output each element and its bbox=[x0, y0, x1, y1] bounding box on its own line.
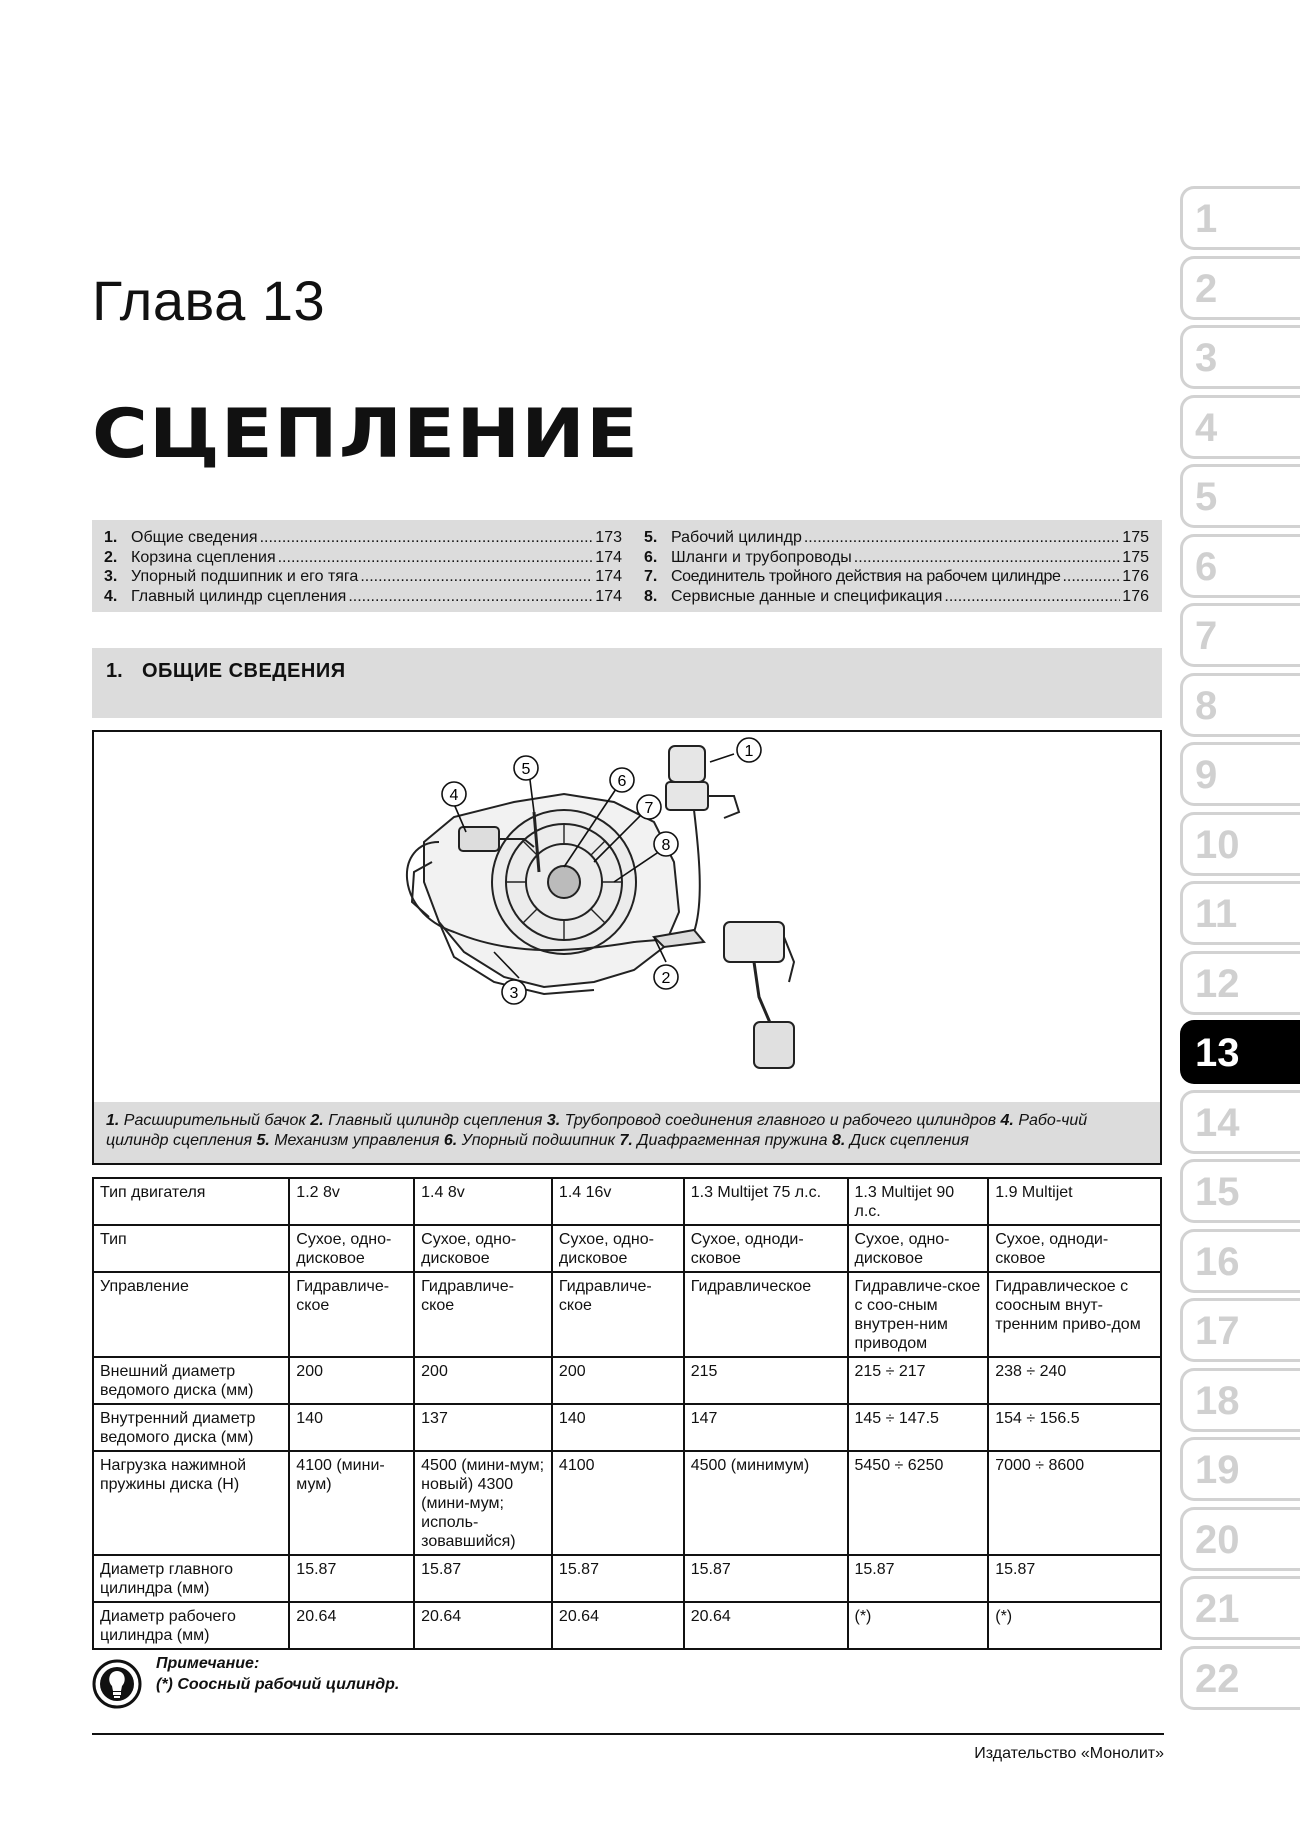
table-cell: Гидравличе-ское с соо-сным внутрен-ним приводом bbox=[848, 1272, 989, 1357]
toc-item-title: Шланги и трубопроводы bbox=[671, 548, 852, 566]
toc-item[interactable] bbox=[644, 528, 1149, 548]
table-cell: 20.64 bbox=[289, 1602, 414, 1649]
toc-leader bbox=[804, 528, 1120, 548]
chapter-title: СЦЕПЛЕНИЕ bbox=[92, 395, 640, 474]
table-cell: 5450 ÷ 6250 bbox=[848, 1451, 989, 1555]
chapter-tab-label: 6 bbox=[1195, 544, 1218, 589]
note-label: Примечание: bbox=[156, 1655, 260, 1672]
chapter-tab[interactable] bbox=[1180, 1437, 1300, 1501]
chapter-tab-label: 8 bbox=[1195, 683, 1218, 728]
toc-item-page: 176 bbox=[1122, 587, 1149, 605]
table-cell: Диаметр главного цилиндра (мм) bbox=[93, 1555, 289, 1602]
table-cell: 215 bbox=[684, 1357, 848, 1404]
chapter-tab[interactable] bbox=[1180, 1090, 1300, 1154]
caption-number: 6. bbox=[443, 1132, 458, 1149]
section-title: ОБЩИЕ СВЕДЕНИЯ bbox=[142, 660, 346, 682]
callout-label: 2 bbox=[661, 970, 671, 987]
callout-label: 7 bbox=[644, 800, 654, 817]
chapter-tab-label: 11 bbox=[1195, 892, 1238, 936]
toc-item[interactable] bbox=[644, 587, 1149, 607]
table-cell: 137 bbox=[414, 1404, 552, 1451]
chapter-tab-label: 10 bbox=[1195, 822, 1240, 867]
table-row bbox=[93, 1555, 1161, 1602]
toc-item-title: Общие сведения bbox=[131, 529, 258, 546]
table-cell: 15.87 bbox=[289, 1555, 414, 1602]
toc-item-number: 3. bbox=[104, 568, 118, 585]
chapter-tab[interactable] bbox=[1180, 395, 1300, 459]
table-cell: 20.64 bbox=[552, 1602, 684, 1649]
table-cell: 140 bbox=[552, 1404, 684, 1451]
callout-label: 3 bbox=[509, 985, 519, 1002]
callout-label: 4 bbox=[449, 787, 459, 804]
chapter-tab-label: 4 bbox=[1195, 405, 1218, 450]
chapter-tab-label: 5 bbox=[1195, 475, 1218, 519]
callout-4 bbox=[442, 782, 466, 806]
chapter-tab[interactable] bbox=[1180, 881, 1300, 945]
toc-item-number: 2. bbox=[104, 548, 118, 566]
chapter-tab[interactable] bbox=[1180, 1646, 1300, 1710]
table-cell: 1.9 Multijet bbox=[988, 1178, 1161, 1225]
toc-item[interactable] bbox=[644, 567, 1149, 587]
chapter-tab-label: 12 bbox=[1195, 961, 1240, 1006]
caption-text: Упорный подшипник bbox=[457, 1132, 620, 1149]
toc-item-number: 4. bbox=[104, 587, 118, 605]
toc-item-title: Соединитель тройного действия на рабочем цилиндре bbox=[671, 568, 1061, 585]
chapter-tab[interactable] bbox=[1180, 673, 1300, 737]
table-cell: 1.3 Multijet 75 л.с. bbox=[684, 1178, 848, 1225]
chapter-tab-label: 2 bbox=[1195, 266, 1218, 311]
table-cell: Тип двигателя bbox=[93, 1178, 289, 1225]
chapter-tab-label: 17 bbox=[1195, 1309, 1240, 1353]
table-cell: 15.87 bbox=[414, 1555, 552, 1602]
table-cell: 1.4 16v bbox=[552, 1178, 684, 1225]
table-cell: 20.64 bbox=[684, 1602, 848, 1649]
toc-leader bbox=[260, 528, 594, 548]
section-number: 1. bbox=[106, 660, 123, 682]
table-cell: 215 ÷ 217 bbox=[848, 1357, 989, 1404]
callout-3 bbox=[502, 980, 526, 1004]
chapter-tab-label: 14 bbox=[1195, 1100, 1240, 1145]
clutch-diagram-figure bbox=[92, 730, 1162, 1165]
chapter-tab[interactable] bbox=[1180, 742, 1300, 806]
table-cell: 4500 (минимум) bbox=[684, 1451, 848, 1555]
table-row bbox=[93, 1404, 1161, 1451]
caption-text: Главный цилиндр сцепления bbox=[323, 1112, 547, 1129]
table-cell: 140 bbox=[289, 1404, 414, 1451]
chapter-tab-label: 21 bbox=[1195, 1587, 1240, 1631]
table-cell: (*) bbox=[988, 1602, 1161, 1649]
table-cell: Тип bbox=[93, 1225, 289, 1272]
chapter-tab-label: 18 bbox=[1195, 1378, 1240, 1423]
toc-item[interactable] bbox=[104, 548, 622, 568]
table-cell: Сухое, одно-дисковое bbox=[552, 1225, 684, 1272]
table-row bbox=[93, 1357, 1161, 1404]
table-cell: Внутренний диаметр ведомого диска (мм) bbox=[93, 1404, 289, 1451]
chapter-tab-label: 1 bbox=[1195, 197, 1218, 241]
table-cell: 20.64 bbox=[414, 1602, 552, 1649]
table-cell: Сухое, одно-дисковое bbox=[414, 1225, 552, 1272]
chapter-tab-label: 20 bbox=[1195, 1517, 1240, 1562]
table-cell: 200 bbox=[414, 1357, 552, 1404]
toc-item-title: Рабочий цилиндр bbox=[671, 529, 802, 546]
chapter-tab[interactable] bbox=[1180, 1576, 1300, 1640]
toc-item-number: 1. bbox=[104, 529, 118, 546]
chapter-tab[interactable] bbox=[1180, 1507, 1300, 1571]
table-cell: 1.3 Multijet 90 л.с. bbox=[848, 1178, 989, 1225]
table-row bbox=[93, 1178, 1161, 1225]
toc-item-page: 176 bbox=[1122, 568, 1149, 585]
footer-divider bbox=[92, 1733, 1164, 1735]
chapter-tab[interactable] bbox=[1180, 951, 1300, 1015]
table-cell: Сухое, одноди-сковое bbox=[684, 1225, 848, 1272]
table-cell: 200 bbox=[552, 1357, 684, 1404]
toc-item-title: Корзина сцепления bbox=[131, 548, 276, 566]
chapter-tab-label: 22 bbox=[1195, 1656, 1240, 1701]
table-cell: Управление bbox=[93, 1272, 289, 1357]
toc-item-title: Главный цилиндр сцепления bbox=[131, 587, 347, 605]
table-cell: (*) bbox=[848, 1602, 989, 1649]
caption-text: Механизм управления bbox=[269, 1132, 444, 1149]
table-cell: 15.87 bbox=[988, 1555, 1161, 1602]
table-cell: Диаметр рабочего цилиндра (мм) bbox=[93, 1602, 289, 1649]
toc-item-page: 175 bbox=[1122, 529, 1149, 546]
lightbulb-icon bbox=[92, 1659, 142, 1709]
callout-label: 8 bbox=[661, 837, 671, 854]
table-cell: 200 bbox=[289, 1357, 414, 1404]
toc-leader bbox=[360, 567, 593, 587]
table-cell: 4100 (мини-мум) bbox=[289, 1451, 414, 1555]
toc-leader bbox=[1062, 567, 1120, 587]
caption-number: 8. bbox=[831, 1132, 846, 1149]
caption-text: Диск сцепления bbox=[845, 1132, 969, 1149]
callout-label: 6 bbox=[617, 773, 627, 790]
toc-item-page: 174 bbox=[595, 548, 622, 566]
publisher-name: Издательство «Монолит» bbox=[974, 1745, 1164, 1762]
chapter-tab-label: 16 bbox=[1195, 1239, 1240, 1284]
toc-item-title: Сервисные данные и спецификация bbox=[671, 587, 943, 605]
table-cell: 4500 (мини-мум; новый) 4300 (мини-мум; исполь-зовавшийся) bbox=[414, 1451, 552, 1555]
toc-item[interactable] bbox=[644, 548, 1149, 568]
table-cell: 4100 bbox=[552, 1451, 684, 1555]
caption-text: Трубопровод соединения главного и рабочего цилиндров bbox=[560, 1112, 1001, 1129]
toc-item-number: 5. bbox=[644, 529, 658, 546]
toc-leader bbox=[348, 587, 593, 607]
chapter-tab-label: 15 bbox=[1195, 1170, 1240, 1214]
table-row bbox=[93, 1272, 1161, 1357]
table-cell: Сухое, одно-дисковое bbox=[289, 1225, 414, 1272]
figure-caption bbox=[94, 1102, 1160, 1163]
toc-item-page: 174 bbox=[595, 568, 622, 585]
toc-item-page: 173 bbox=[595, 529, 622, 546]
chapter-tab[interactable] bbox=[1180, 603, 1300, 667]
toc-leader bbox=[944, 587, 1120, 607]
callout-7 bbox=[637, 795, 661, 819]
chapter-tab[interactable] bbox=[1180, 1159, 1300, 1223]
note-text: (*) Соосный рабочий цилиндр. bbox=[156, 1676, 400, 1693]
caption-number: 3. bbox=[546, 1112, 561, 1129]
chapter-tab[interactable] bbox=[1180, 186, 1300, 250]
toc-item-page: 174 bbox=[595, 587, 622, 605]
callout-label: 1 bbox=[744, 743, 754, 760]
table-cell: Сухое, одно-дисковое bbox=[848, 1225, 989, 1272]
caption-text: Рабо-чий цилиндр сцепления bbox=[106, 1112, 1088, 1149]
table-cell: 145 ÷ 147.5 bbox=[848, 1404, 989, 1451]
chapter-tab[interactable] bbox=[1180, 1368, 1300, 1432]
table-cell: 15.87 bbox=[684, 1555, 848, 1602]
chapter-tab-label: 13 bbox=[1195, 1031, 1240, 1075]
toc-item-page: 175 bbox=[1122, 548, 1149, 566]
chapter-tab[interactable] bbox=[1180, 256, 1300, 320]
callout-8 bbox=[654, 832, 678, 856]
chapter-tab[interactable] bbox=[1180, 1229, 1300, 1293]
clutch-diagram bbox=[94, 732, 1160, 1102]
table-cell: Гидравличе-ское bbox=[414, 1272, 552, 1357]
chapter-tab-label: 7 bbox=[1195, 614, 1218, 658]
callout-5 bbox=[514, 756, 538, 780]
table-row bbox=[93, 1451, 1161, 1555]
caption-number: 5. bbox=[256, 1132, 270, 1149]
chapter-tab[interactable] bbox=[1180, 534, 1300, 598]
toc-item[interactable] bbox=[104, 587, 622, 607]
table-cell: 154 ÷ 156.5 bbox=[988, 1404, 1161, 1451]
section-header bbox=[92, 648, 1162, 718]
toc-item-title: Упорный подшипник и его тяга bbox=[131, 568, 359, 585]
chapter-tab-label: 19 bbox=[1195, 1448, 1240, 1492]
table-cell: 15.87 bbox=[848, 1555, 989, 1602]
callout-6 bbox=[610, 768, 634, 792]
toc-leader bbox=[278, 548, 594, 568]
toc-item-number: 6. bbox=[644, 548, 658, 566]
table-cell: 1.4 8v bbox=[414, 1178, 552, 1225]
chapter-label: Глава 13 bbox=[92, 269, 326, 332]
table-cell: 238 ÷ 240 bbox=[988, 1357, 1161, 1404]
toc-item[interactable] bbox=[104, 528, 622, 548]
table-cell: Внешний диаметр ведомого диска (мм) bbox=[93, 1357, 289, 1404]
toc-leader bbox=[854, 548, 1121, 568]
toc-column-right bbox=[644, 528, 1149, 606]
chapter-tab[interactable] bbox=[1180, 464, 1300, 528]
chapter-tab-label: 3 bbox=[1195, 336, 1218, 380]
caption-text: Расширительный бачок bbox=[119, 1112, 311, 1129]
chapter-tab-active[interactable] bbox=[1180, 1020, 1300, 1084]
table-row bbox=[93, 1225, 1161, 1272]
caption-number: 1. bbox=[106, 1112, 120, 1129]
table-cell: Гидравличе-ское bbox=[552, 1272, 684, 1357]
table-cell: Сухое, одноди-сковое bbox=[988, 1225, 1161, 1272]
table-cell: Нагрузка нажимной пружины диска (Н) bbox=[93, 1451, 289, 1555]
toc-item[interactable] bbox=[104, 567, 622, 587]
caption-number: 4. bbox=[1000, 1112, 1014, 1129]
callout-1 bbox=[737, 738, 761, 762]
table-cell: Гидравлическое с соосным внут-тренним приво-дом bbox=[988, 1272, 1161, 1357]
toc-item-number: 8. bbox=[644, 587, 658, 605]
caption-number: 2. bbox=[310, 1112, 324, 1129]
chapter-tab-label: 9 bbox=[1195, 753, 1218, 797]
chapter-tab[interactable] bbox=[1180, 812, 1300, 876]
table-row bbox=[93, 1602, 1161, 1649]
caption-number: 7. bbox=[619, 1132, 633, 1149]
table-cell: 147 bbox=[684, 1404, 848, 1451]
callout-2 bbox=[654, 965, 678, 989]
table-cell: 15.87 bbox=[552, 1555, 684, 1602]
table-cell: Гидравлическое bbox=[684, 1272, 848, 1357]
table-cell: Гидравличе-ское bbox=[289, 1272, 414, 1357]
callout-label: 5 bbox=[521, 761, 531, 778]
toc-item-number: 7. bbox=[644, 568, 658, 585]
chapter-tab[interactable] bbox=[1180, 1298, 1300, 1362]
toc-column-left bbox=[104, 528, 622, 606]
chapter-tab[interactable] bbox=[1180, 325, 1300, 389]
table-cell: 1.2 8v bbox=[289, 1178, 414, 1225]
clutch-spec-table bbox=[92, 1177, 1162, 1650]
table-of-contents bbox=[92, 520, 1162, 612]
caption-text: Диафрагменная пружина bbox=[632, 1132, 832, 1149]
table-cell: 7000 ÷ 8600 bbox=[988, 1451, 1161, 1555]
